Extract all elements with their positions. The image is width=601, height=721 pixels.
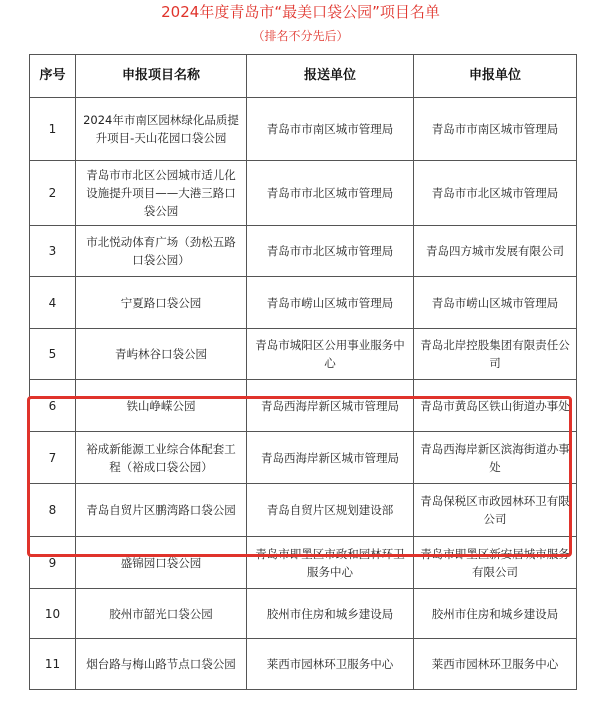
row-number: 9 [30, 537, 76, 589]
applicant-cell: 青岛四方城市发展有限公司 [414, 226, 577, 277]
submitter-cell: 青岛市市北区城市管理局 [247, 226, 414, 277]
project-name-cell: 烟台路与梅山路节点口袋公园 [76, 639, 247, 690]
table-row [30, 537, 577, 589]
submitter-cell: 青岛市市北区城市管理局 [247, 161, 414, 226]
row-number: 4 [30, 277, 76, 329]
applicant-cell: 莱西市园林环卫服务中心 [414, 639, 577, 690]
applicant-cell: 青岛保税区市政园林环卫有限公司 [414, 484, 577, 537]
applicant-cell: 青岛西海岸新区滨海街道办事处 [414, 432, 577, 484]
project-name-cell: 宁夏路口袋公园 [76, 277, 247, 329]
applicant-cell: 青岛市即墨区新安居城市服务有限公司 [414, 537, 577, 589]
table-row [30, 432, 577, 484]
row-number: 10 [30, 589, 76, 639]
project-name-cell: 青岛自贸片区鹏湾路口袋公园 [76, 484, 247, 537]
submitter-cell: 青岛西海岸新区城市管理局 [247, 432, 414, 484]
project-name-cell: 盛锦园口袋公园 [76, 537, 247, 589]
table-row [30, 589, 577, 639]
header-project-name: 申报项目名称 [76, 55, 247, 98]
row-number: 8 [30, 484, 76, 537]
submitter-cell: 青岛自贸片区规划建设部 [247, 484, 414, 537]
table-row [30, 277, 577, 329]
project-name-cell: 市北悦动体育广场（劲松五路口袋公园） [76, 226, 247, 277]
applicant-cell: 胶州市住房和城乡建设局 [414, 589, 577, 639]
applicant-cell: 青岛市黄岛区铁山街道办事处 [414, 380, 577, 432]
table-row [30, 380, 577, 432]
project-name-cell: 胶州市韶光口袋公园 [76, 589, 247, 639]
row-number: 11 [30, 639, 76, 690]
header-applying-unit: 申报单位 [414, 55, 577, 98]
table-row [30, 639, 577, 690]
submitter-cell: 青岛市崂山区城市管理局 [247, 277, 414, 329]
project-name-cell: 2024年市南区园林绿化品质提升项目-天山花园口袋公园 [76, 98, 247, 161]
table-row [30, 161, 577, 226]
project-name-cell: 铁山峥嵘公园 [76, 380, 247, 432]
park-list-table [29, 54, 577, 690]
submitter-cell: 胶州市住房和城乡建设局 [247, 589, 414, 639]
row-number: 7 [30, 432, 76, 484]
applicant-cell: 青岛市市南区城市管理局 [414, 98, 577, 161]
submitter-cell: 青岛市城阳区公用事业服务中心 [247, 329, 414, 380]
row-number: 3 [30, 226, 76, 277]
table-row [30, 226, 577, 277]
row-number: 5 [30, 329, 76, 380]
submitter-cell: 青岛市市南区城市管理局 [247, 98, 414, 161]
document-title: 2024年度青岛市“最美口袋公园”项目名单 [161, 3, 440, 21]
submitter-cell: 青岛市即墨区市政和园林环卫服务中心 [247, 537, 414, 589]
header-number: 序号 [30, 55, 76, 98]
applicant-cell: 青岛北岸控股集团有限责任公司 [414, 329, 577, 380]
submitter-cell: 莱西市园林环卫服务中心 [247, 639, 414, 690]
project-name-cell: 青岛市市北区公园城市适儿化设施提升项目——大港三路口袋公园 [76, 161, 247, 226]
document-subtitle: （排名不分先后） [252, 29, 349, 43]
row-number: 1 [30, 98, 76, 161]
table-row [30, 98, 577, 161]
table-row [30, 484, 577, 537]
project-name-cell: 裕成新能源工业综合体配套工程（裕成口袋公园） [76, 432, 247, 484]
table-header-row [30, 55, 577, 98]
header-submitting-unit: 报送单位 [247, 55, 414, 98]
row-number: 2 [30, 161, 76, 226]
table-row [30, 329, 577, 380]
submitter-cell: 青岛西海岸新区城市管理局 [247, 380, 414, 432]
applicant-cell: 青岛市崂山区城市管理局 [414, 277, 577, 329]
applicant-cell: 青岛市市北区城市管理局 [414, 161, 577, 226]
project-name-cell: 青屿林谷口袋公园 [76, 329, 247, 380]
row-number: 6 [30, 380, 76, 432]
